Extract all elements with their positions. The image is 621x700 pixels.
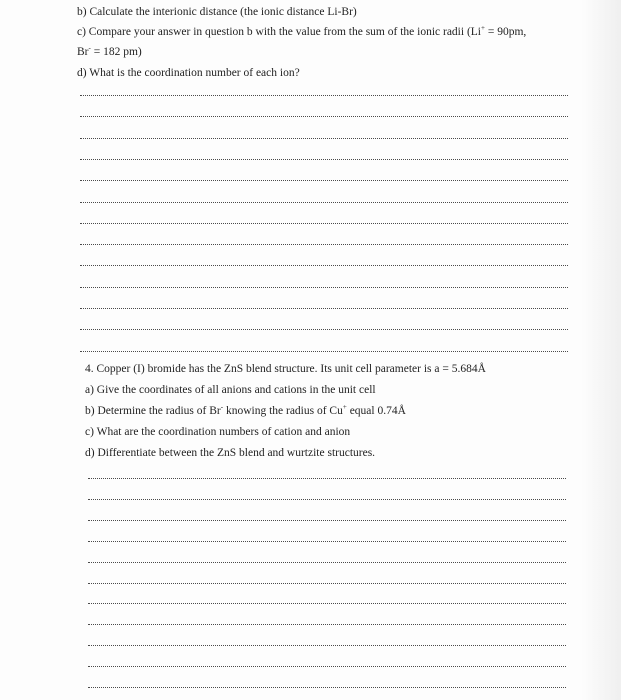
- question-4a: a) Give the coordinates of all anions and cations in the unit cell: [85, 384, 376, 396]
- answer-line: [88, 541, 566, 542]
- answer-line: [88, 562, 566, 563]
- answer-line: [80, 308, 568, 309]
- question-3b: b) Calculate the interionic distance (the ionic distance Li-Br): [77, 6, 357, 18]
- answer-line: [88, 499, 566, 500]
- answer-line: [88, 666, 566, 667]
- answer-line: [80, 202, 568, 203]
- answer-line: [80, 180, 568, 181]
- question-3c-line2: Br- = 182 pm): [77, 44, 142, 58]
- answer-line: [80, 223, 568, 224]
- question-4b: b) Determine the radius of Br- knowing the radius of Cu+ equal 0.74Å: [85, 403, 406, 417]
- answer-line: [80, 95, 568, 96]
- answer-line: [88, 478, 566, 479]
- question-3c-line1: c) Compare your answer in question b with the value from the sum of the ionic radii (Li+ = 90pm,: [77, 24, 527, 38]
- question-4d: d) Differentiate between the ZnS blend and wurtzite structures.: [85, 447, 376, 459]
- answer-line: [88, 687, 566, 688]
- answer-line: [80, 244, 568, 245]
- answer-line: [80, 287, 568, 288]
- answer-line: [80, 351, 568, 352]
- answer-line: [80, 329, 568, 330]
- question-4c: c) What are the coordination numbers of cation and anion: [85, 426, 351, 438]
- answer-line: [88, 520, 566, 521]
- question-3d: d) What is the coordination number of each ion?: [77, 67, 300, 79]
- question-4-title: 4. Copper (I) bromide has the ZnS blend structure. Its unit cell parameter is a = 5.684Å: [85, 363, 486, 375]
- answer-line: [88, 624, 566, 625]
- answer-line: [80, 265, 568, 266]
- answer-line: [88, 645, 566, 646]
- answer-line: [80, 138, 568, 139]
- answer-line: [80, 159, 568, 160]
- answer-line: [88, 603, 566, 604]
- answer-line: [80, 116, 568, 117]
- answer-line: [88, 583, 566, 584]
